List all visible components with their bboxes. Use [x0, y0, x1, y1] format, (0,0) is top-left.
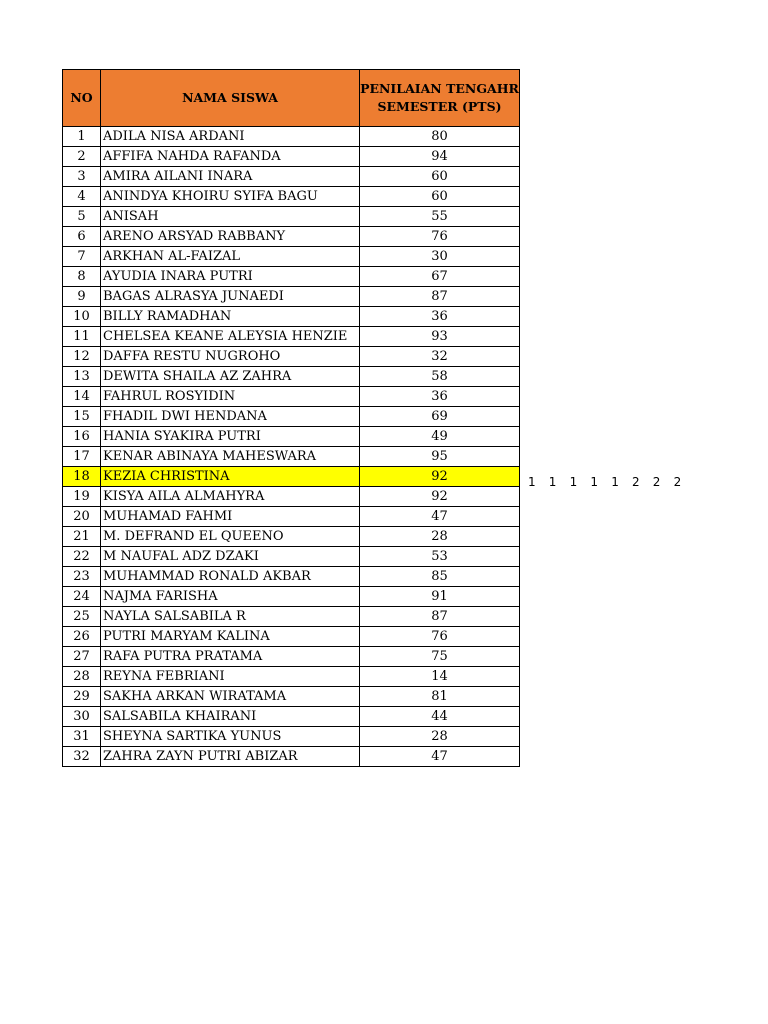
score-cell[interactable]: 36: [360, 387, 520, 407]
table-row: [63, 467, 520, 487]
table-row: [63, 407, 520, 427]
table-row: [63, 607, 520, 627]
score-cell[interactable]: 55: [360, 207, 520, 227]
no-cell[interactable]: 32: [63, 747, 101, 767]
score-cell[interactable]: 58: [360, 367, 520, 387]
no-cell[interactable]: 14: [63, 387, 101, 407]
score-cell[interactable]: 14: [360, 667, 520, 687]
name-cell[interactable]: FAHRUL ROSYIDIN: [101, 387, 360, 407]
no-cell[interactable]: 15: [63, 407, 101, 427]
no-cell[interactable]: 31: [63, 727, 101, 747]
table-row: [63, 247, 520, 267]
name-cell[interactable]: RAFA PUTRA PRATAMA: [101, 647, 360, 667]
table-row: [63, 387, 520, 407]
no-cell[interactable]: 9: [63, 287, 101, 307]
table-body: [63, 127, 520, 767]
table-row: [63, 167, 520, 187]
score-cell[interactable]: 87: [360, 607, 520, 627]
no-cell[interactable]: 2: [63, 147, 101, 167]
no-cell[interactable]: 21: [63, 527, 101, 547]
score-cell[interactable]: 95: [360, 447, 520, 467]
no-cell[interactable]: 28: [63, 667, 101, 687]
header-score[interactable]: [360, 70, 520, 127]
score-cell[interactable]: 87: [360, 287, 520, 307]
name-cell[interactable]: ARENO ARSYAD RABBANY: [101, 227, 360, 247]
table-row: [63, 287, 520, 307]
student-score-table: [62, 69, 520, 767]
score-cell[interactable]: 91: [360, 587, 520, 607]
no-cell[interactable]: 30: [63, 707, 101, 727]
name-cell[interactable]: BILLY RAMADHAN: [101, 307, 360, 327]
name-cell[interactable]: BAGAS ALRASYA JUNAEDI: [101, 287, 360, 307]
name-cell[interactable]: DEWITA SHAILA AZ ZAHRA: [101, 367, 360, 387]
name-cell[interactable]: CHELSEA KEANE ALEYSIA HENZIE: [101, 327, 360, 347]
table-row: [63, 127, 520, 147]
table-row: [63, 267, 520, 287]
no-cell[interactable]: 22: [63, 547, 101, 567]
no-cell[interactable]: 6: [63, 227, 101, 247]
table-row: [63, 427, 520, 447]
table-row: [63, 187, 520, 207]
name-cell[interactable]: KENAR ABINAYA MAHESWARA: [101, 447, 360, 467]
table-row: [63, 147, 520, 167]
name-cell[interactable]: MUHAMAD FAHMI: [101, 507, 360, 527]
table-row: [63, 227, 520, 247]
score-cell[interactable]: 81: [360, 687, 520, 707]
header-score-line1: PENILAIAN TENGAHR: [360, 81, 519, 96]
name-cell[interactable]: HANIA SYAKIRA PUTRI: [101, 427, 360, 447]
score-cell[interactable]: 76: [360, 227, 520, 247]
no-cell[interactable]: 23: [63, 567, 101, 587]
table-row: [63, 727, 520, 747]
name-cell[interactable]: ANINDYA KHOIRU SYIFA BAGU: [101, 187, 360, 207]
no-cell[interactable]: 4: [63, 187, 101, 207]
name-cell[interactable]: FHADIL DWI HENDANA: [101, 407, 360, 427]
score-cell[interactable]: 28: [360, 727, 520, 747]
table-row: [63, 647, 520, 667]
score-cell[interactable]: 69: [360, 407, 520, 427]
no-cell[interactable]: 8: [63, 267, 101, 287]
no-cell[interactable]: 27: [63, 647, 101, 667]
table-row: [63, 707, 520, 727]
no-cell[interactable]: 7: [63, 247, 101, 267]
score-cell[interactable]: 30: [360, 247, 520, 267]
table-row: [63, 447, 520, 467]
name-cell[interactable]: AYUDIA INARA PUTRI: [101, 267, 360, 287]
table-row: [63, 587, 520, 607]
no-cell[interactable]: 17: [63, 447, 101, 467]
name-cell[interactable]: SHEYNA SARTIKA YUNUS: [101, 727, 360, 747]
name-cell[interactable]: M NAUFAL ADZ DZAKI: [101, 547, 360, 567]
score-cell[interactable]: 75: [360, 647, 520, 667]
table-row: [63, 307, 520, 327]
table-row: [63, 527, 520, 547]
score-cell[interactable]: 49: [360, 427, 520, 447]
table-row: [63, 367, 520, 387]
no-cell[interactable]: 29: [63, 687, 101, 707]
score-cell[interactable]: 60: [360, 187, 520, 207]
name-cell[interactable]: ADILA NISA ARDANI: [101, 127, 360, 147]
score-cell[interactable]: 36: [360, 307, 520, 327]
no-cell[interactable]: 10: [63, 307, 101, 327]
score-cell[interactable]: 85: [360, 567, 520, 587]
side-value-cell[interactable]: 1: [590, 475, 599, 489]
name-cell[interactable]: ANISAH: [101, 207, 360, 227]
name-cell[interactable]: NAJMA FARISHA: [101, 587, 360, 607]
score-cell[interactable]: 32: [360, 347, 520, 367]
score-cell[interactable]: 80: [360, 127, 520, 147]
score-cell[interactable]: 93: [360, 327, 520, 347]
name-cell[interactable]: ARKHAN AL-FAIZAL: [101, 247, 360, 267]
table-row: [63, 507, 520, 527]
name-cell[interactable]: MUHAMMAD RONALD AKBAR: [101, 567, 360, 587]
name-cell[interactable]: PUTRI MARYAM KALINA: [101, 627, 360, 647]
no-cell[interactable]: 24: [63, 587, 101, 607]
score-cell[interactable]: 92: [360, 487, 520, 507]
side-value-cell[interactable]: 1: [528, 475, 536, 489]
side-value-cell[interactable]: 1: [569, 475, 578, 489]
name-cell[interactable]: NAYLA SALSABILA R: [101, 607, 360, 627]
table-row: [63, 567, 520, 587]
no-cell[interactable]: 3: [63, 167, 101, 187]
score-cell[interactable]: 47: [360, 747, 520, 767]
side-value-cell[interactable]: 2: [652, 475, 661, 489]
no-cell[interactable]: 25: [63, 607, 101, 627]
score-cell[interactable]: 28: [360, 527, 520, 547]
score-cell[interactable]: 94: [360, 147, 520, 167]
side-value-cell[interactable]: 2: [673, 475, 682, 489]
name-cell[interactable]: AMIRA AILANI INARA: [101, 167, 360, 187]
header-no[interactable]: NO: [63, 70, 101, 127]
table-row: [63, 547, 520, 567]
name-cell[interactable]: M. DEFRAND EL QUEENO: [101, 527, 360, 547]
name-cell[interactable]: REYNA FEBRIANI: [101, 667, 360, 687]
no-cell[interactable]: 16: [63, 427, 101, 447]
table-row: [63, 667, 520, 687]
no-cell[interactable]: 11: [63, 327, 101, 347]
name-cell[interactable]: KEZIA CHRISTINA: [101, 467, 360, 487]
no-cell[interactable]: 1: [63, 127, 101, 147]
score-cell[interactable]: 76: [360, 627, 520, 647]
table-row: [63, 327, 520, 347]
no-cell[interactable]: 19: [63, 487, 101, 507]
name-cell[interactable]: DAFFA RESTU NUGROHO: [101, 347, 360, 367]
no-cell[interactable]: 12: [63, 347, 101, 367]
header-name[interactable]: NAMA SISWA: [101, 70, 360, 127]
no-cell[interactable]: 26: [63, 627, 101, 647]
score-cell[interactable]: 92: [360, 467, 520, 487]
no-cell[interactable]: 13: [63, 367, 101, 387]
name-cell[interactable]: SALSABILA KHAIRANI: [101, 707, 360, 727]
name-cell[interactable]: ZAHRA ZAYN PUTRI ABIZAR: [101, 747, 360, 767]
name-cell[interactable]: AFFIFA NAHDA RAFANDA: [101, 147, 360, 167]
table-row: [63, 627, 520, 647]
table-row: [63, 747, 520, 767]
table-row: [63, 347, 520, 367]
score-cell[interactable]: 44: [360, 707, 520, 727]
side-value-cell[interactable]: 1: [548, 475, 557, 489]
header-row: [63, 70, 520, 127]
side-value-cell[interactable]: 1: [611, 475, 619, 489]
no-cell[interactable]: 20: [63, 507, 101, 527]
no-cell[interactable]: 18: [63, 467, 101, 487]
table-row: [63, 687, 520, 707]
side-number-row: [528, 475, 694, 491]
name-cell[interactable]: KISYA AILA ALMAHYRA: [101, 487, 360, 507]
table-row: [63, 487, 520, 507]
score-cell[interactable]: 67: [360, 267, 520, 287]
name-cell[interactable]: SAKHA ARKAN WIRATAMA: [101, 687, 360, 707]
side-value-cell[interactable]: 2: [631, 475, 640, 489]
no-cell[interactable]: 5: [63, 207, 101, 227]
header-score-line2: SEMESTER (PTS): [377, 99, 502, 114]
score-cell[interactable]: 60: [360, 167, 520, 187]
score-cell[interactable]: 53: [360, 547, 520, 567]
table-row: [63, 207, 520, 227]
score-cell[interactable]: 47: [360, 507, 520, 527]
